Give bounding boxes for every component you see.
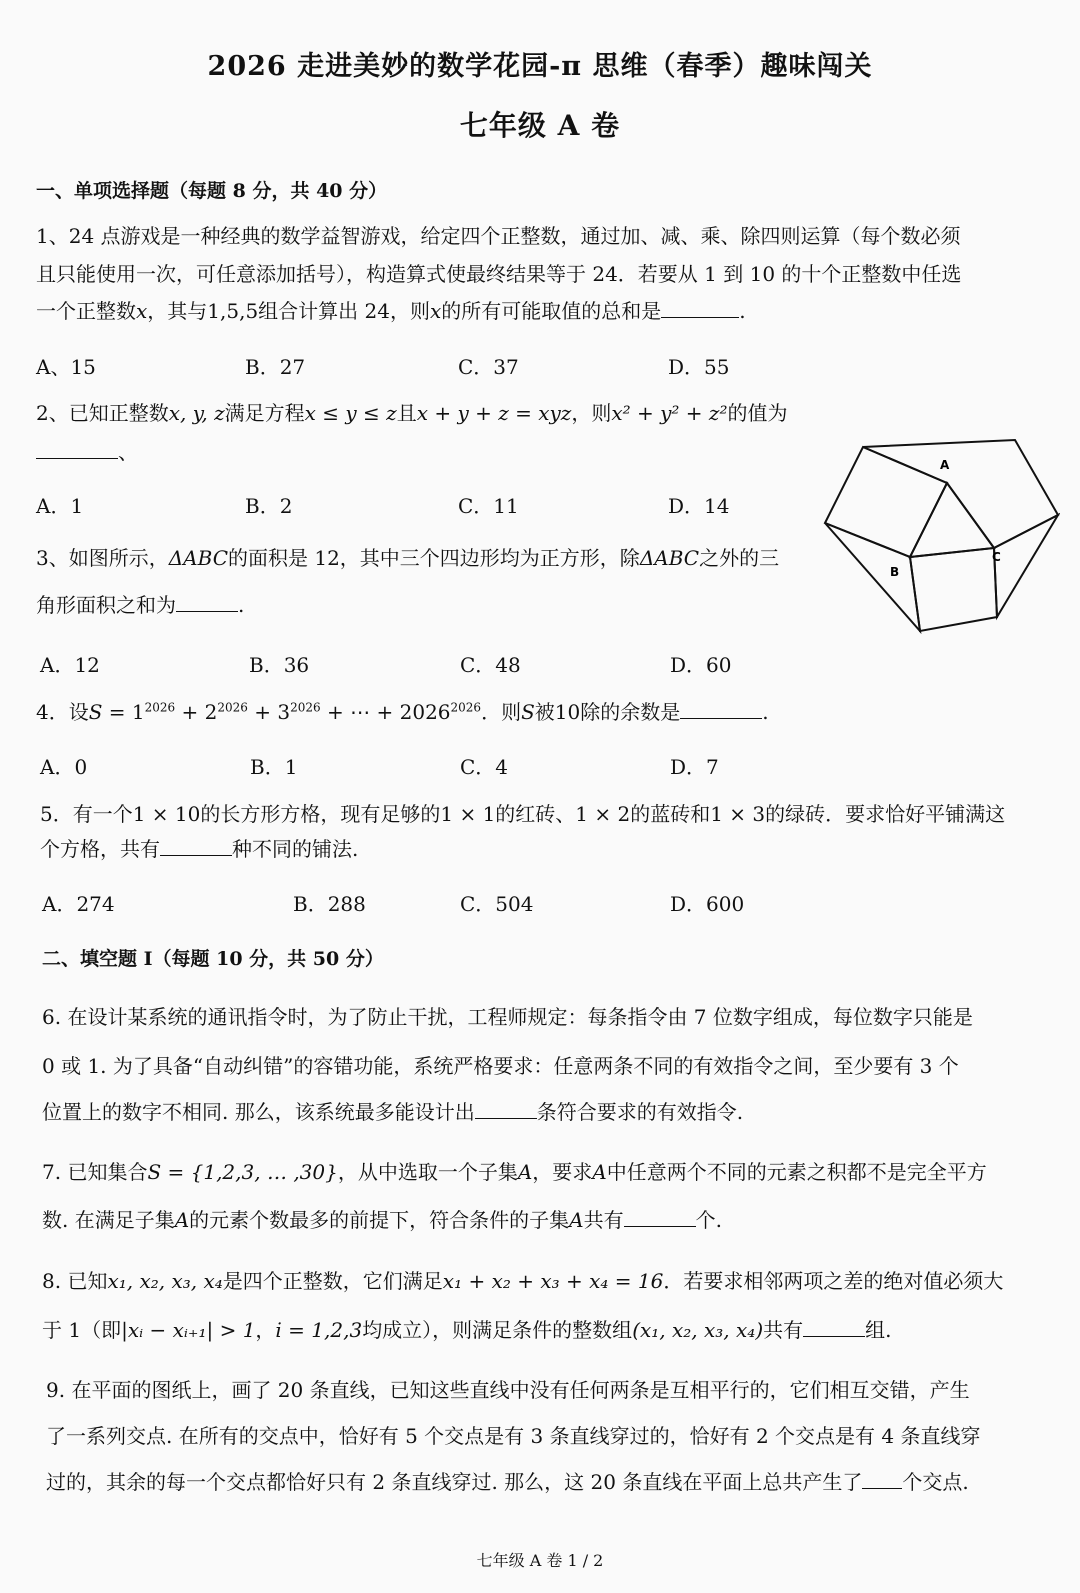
option-d: D．14 <box>668 494 730 518</box>
label-a: A <box>940 458 950 472</box>
answer-blank <box>803 1318 865 1337</box>
answer-blank <box>475 1100 537 1119</box>
question-text: 4．设$S = 1^{2026} + 2^{2026} + 3^{2026}$ + ⋯ + $2026^{2026}$．则S被10除的余数是 . <box>36 700 769 724</box>
option-d: D．60 <box>670 653 732 677</box>
option-a: A．274 <box>42 892 115 916</box>
question-text: 8. 已知x₁, x₂, x₃, x₄是四个正整数，它们满足x₁ + x₂ + x₃ + x₄ = 16．若要求相邻两项之差的绝对值必须大 <box>42 1269 1004 1293</box>
question-text: 9. 在平面的图纸上，画了 20 条直线，已知这些直线中没有任何两条是互相平行的，它们相互交错，产生 <box>46 1378 970 1402</box>
option-c: C．504 <box>460 892 534 916</box>
option-b: B．1 <box>250 755 298 779</box>
answer-blank <box>624 1208 696 1227</box>
answer-blank <box>160 837 232 856</box>
question-text: 7. 已知集合S = {1,2,3, … ,30}，从中选取一个子集A，要求A中任意两个不同的元素之积都不是完全平方 <box>42 1160 987 1184</box>
answer-blank <box>680 700 762 719</box>
question-text: 1、24 点游戏是一种经典的数学益智游戏，给定四个正整数，通过加、减、乘、除四则运算（每个数必须 <box>36 224 961 248</box>
option-a: A、15 <box>36 355 96 379</box>
triangle-squares-figure <box>820 435 1060 640</box>
page-footer: 七年级 A 卷 1 / 2 <box>476 1551 604 1570</box>
option-a: A．1 <box>36 494 84 518</box>
option-d: D．55 <box>668 355 730 379</box>
exam-subtitle: 七年级 A 卷 <box>459 109 621 142</box>
question-text: 5．有一个1 × 10的长方形方格，现有足够的1 × 1的红砖、1 × 2的蓝砖和1 × 3的绿砖．要求恰好平铺满这 <box>40 802 1006 826</box>
question-text: 过的，其余的每一个交点都恰好只有 2 条直线穿过. 那么，这 20 条直线在平面上总共产生了 个交点. <box>46 1470 969 1494</box>
option-a: A．0 <box>40 755 88 779</box>
question-text: 了一系列交点. 在所有的交点中，恰好有 5 个交点是有 3 条直线穿过的，恰好有 2 个交点是有 4 条直线穿 <box>46 1424 981 1448</box>
triangle-outer-left <box>825 523 920 631</box>
label-b: B <box>890 565 900 579</box>
question-text: 位置上的数字不相同. 那么，该系统最多能设计出 条符合要求的有效指令. <box>42 1100 744 1124</box>
question-text: 且只能使用一次，可任意添加括号），构造算式使最终结果等于 24．若要从 1 到 10 的十个正整数中任选 <box>36 262 962 286</box>
option-b: B．288 <box>293 892 366 916</box>
square-ab <box>863 440 1058 548</box>
option-b: B．2 <box>245 494 293 518</box>
label-c: C <box>992 550 1001 564</box>
option-d: D．600 <box>670 892 745 916</box>
exam-title: 2026 走进美妙的数学花园-π 思维（春季）趣味闯关 <box>207 51 873 82</box>
section-heading-fill: 二、填空题 I（每题 10 分，共 50 分） <box>42 948 384 970</box>
option-c: C．48 <box>460 653 521 677</box>
triangle-abc <box>910 483 994 557</box>
option-c: C．4 <box>460 755 509 779</box>
question-text: 个方格，共有 种不同的铺法. <box>40 837 359 861</box>
question-text: 一个正整数x，其与1,5,5组合计算出 24，则x的所有可能取值的总和是 . <box>36 299 746 323</box>
question-text: 3、如图所示，ΔABC的面积是 12，其中三个四边形均为正方形，除ΔABC之外的三 <box>36 546 780 570</box>
option-c: C．11 <box>458 494 519 518</box>
square-bc <box>910 548 997 631</box>
question-text: 6. 在设计某系统的通讯指令时，为了防止干扰，工程师规定：每条指令由 7 位数字组成，每位数字只能是 <box>42 1005 973 1029</box>
option-d: D．7 <box>670 755 719 779</box>
square-top-left <box>825 447 947 557</box>
answer-blank <box>36 440 118 459</box>
question-text: 于 1（即|xᵢ − xᵢ₊₁| > 1，i = 1,2,3均成立），则满足条件的整数组(x₁, x₂, x₃, x₄)共有 组. <box>42 1318 892 1342</box>
question-text: 2、已知正整数x, y, z满足方程x ≤ y ≤ z且x + y + z = xyz，则x² + y² + z²的值为 <box>36 401 788 425</box>
answer-blank <box>176 593 238 612</box>
triangle-outer-right <box>994 515 1058 617</box>
option-b: B．27 <box>245 355 306 379</box>
option-b: B．36 <box>249 653 310 677</box>
option-c: C．37 <box>458 355 519 379</box>
question-text: 、 <box>36 440 138 464</box>
question-text: 数. 在满足子集A的元素个数最多的前提下，符合条件的子集A共有 个. <box>42 1208 722 1232</box>
question-text: 0 或 1. 为了具备“自动纠错”的容错功能，系统严格要求：任意两条不同的有效指令之间，至少要有 3 个 <box>42 1054 959 1078</box>
answer-blank <box>661 299 739 318</box>
option-a: A．12 <box>40 653 100 677</box>
answer-blank <box>862 1470 902 1489</box>
section-heading-choice: 一、单项选择题（每题 8 分，共 40 分） <box>36 180 388 202</box>
question-text: 角形面积之和为 . <box>36 593 245 617</box>
